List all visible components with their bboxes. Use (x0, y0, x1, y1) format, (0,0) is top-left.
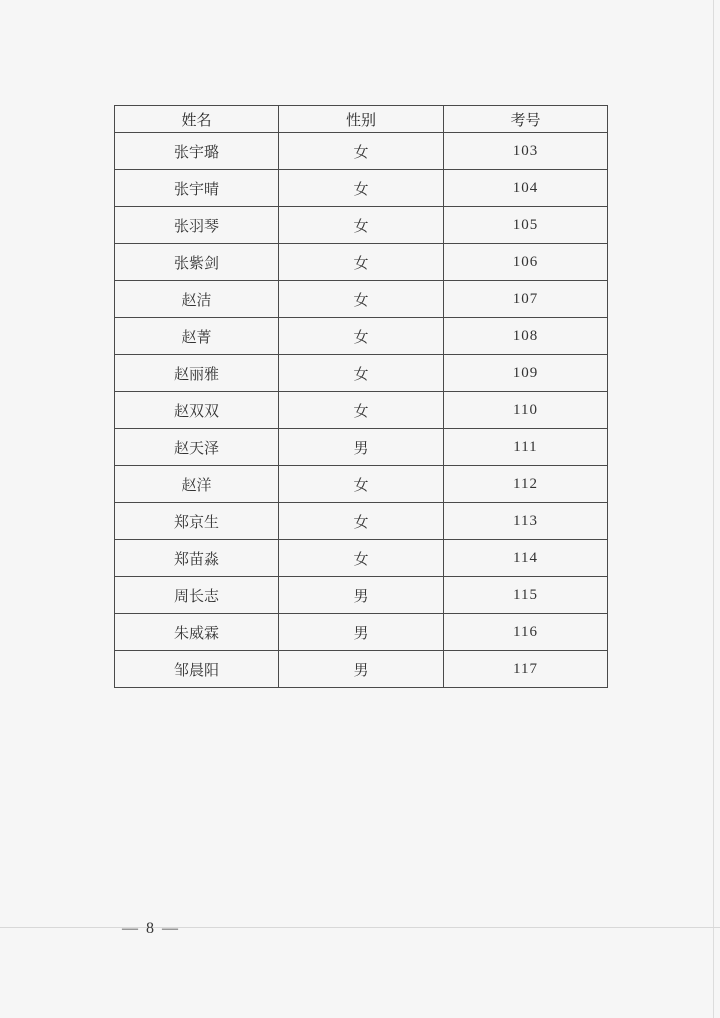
table-row (115, 429, 608, 466)
cell-name: 郑京生 (115, 503, 279, 540)
cell-name: 赵洁 (115, 281, 279, 318)
cell-exam-number: 111 (444, 429, 608, 466)
cell-name: 赵双双 (115, 392, 279, 429)
cell-name: 张羽琴 (115, 207, 279, 244)
table-row (115, 577, 608, 614)
cell-gender: 女 (279, 133, 444, 170)
table-row (115, 540, 608, 577)
cell-name: 赵洋 (115, 466, 279, 503)
cell-exam-number: 104 (444, 170, 608, 207)
cell-exam-number: 106 (444, 244, 608, 281)
cell-gender: 男 (279, 614, 444, 651)
cell-gender: 女 (279, 318, 444, 355)
table-row (115, 244, 608, 281)
table-row (115, 207, 608, 244)
table-row (115, 133, 608, 170)
table-row (115, 392, 608, 429)
header-exam-number: 考号 (444, 106, 608, 133)
table-row (115, 466, 608, 503)
cell-gender: 女 (279, 170, 444, 207)
header-name: 姓名 (115, 106, 279, 133)
cell-gender: 女 (279, 392, 444, 429)
cell-exam-number: 110 (444, 392, 608, 429)
table-row (115, 170, 608, 207)
cell-gender: 女 (279, 281, 444, 318)
cell-name: 张宇璐 (115, 133, 279, 170)
cell-exam-number: 115 (444, 577, 608, 614)
cell-exam-number: 103 (444, 133, 608, 170)
table-row (115, 503, 608, 540)
table-header (115, 106, 608, 133)
cell-gender: 女 (279, 540, 444, 577)
table-row (115, 318, 608, 355)
cell-name: 周长志 (115, 577, 279, 614)
cell-gender: 男 (279, 577, 444, 614)
cell-name: 赵天泽 (115, 429, 279, 466)
cell-gender: 女 (279, 466, 444, 503)
cell-gender: 女 (279, 355, 444, 392)
cell-gender: 男 (279, 651, 444, 688)
cell-exam-number: 117 (444, 651, 608, 688)
cell-name: 朱威霖 (115, 614, 279, 651)
cell-exam-number: 112 (444, 466, 608, 503)
cell-name: 郑苗淼 (115, 540, 279, 577)
cell-exam-number: 108 (444, 318, 608, 355)
cell-name: 邹晨阳 (115, 651, 279, 688)
table-row (115, 651, 608, 688)
table-row (115, 614, 608, 651)
cell-exam-number: 107 (444, 281, 608, 318)
header-gender: 性别 (279, 106, 444, 133)
footer-divider (0, 927, 720, 928)
cell-exam-number: 109 (444, 355, 608, 392)
student-roster-table (114, 105, 608, 688)
cell-gender: 男 (279, 429, 444, 466)
cell-exam-number: 116 (444, 614, 608, 651)
cell-name: 赵丽雅 (115, 355, 279, 392)
table-row (115, 281, 608, 318)
table-body (115, 133, 608, 688)
page-edge (713, 0, 714, 1018)
cell-exam-number: 113 (444, 503, 608, 540)
cell-exam-number: 105 (444, 207, 608, 244)
cell-name: 赵菁 (115, 318, 279, 355)
table-row (115, 355, 608, 392)
cell-gender: 女 (279, 503, 444, 540)
cell-exam-number: 114 (444, 540, 608, 577)
cell-name: 张宇晴 (115, 170, 279, 207)
cell-gender: 女 (279, 244, 444, 281)
cell-gender: 女 (279, 207, 444, 244)
page-number: — 8 — (122, 920, 180, 937)
cell-name: 张紫剑 (115, 244, 279, 281)
header-row (115, 106, 608, 133)
